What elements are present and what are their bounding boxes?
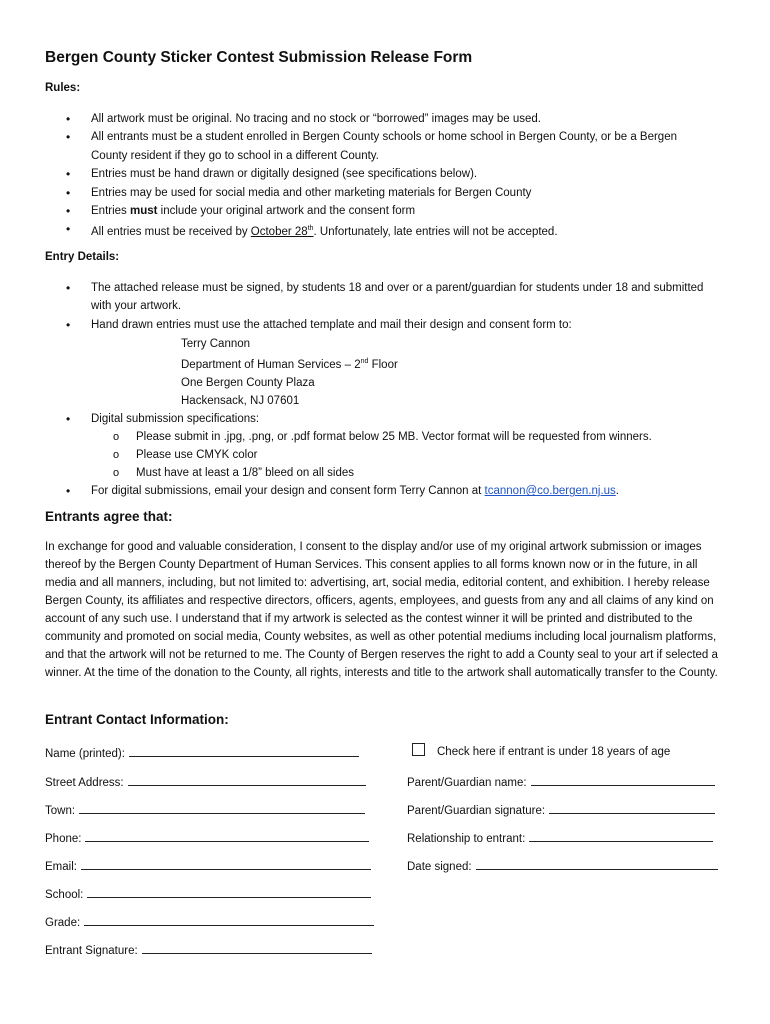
school-field[interactable]: School: [45, 885, 371, 901]
rule-item: • Entries must be hand drawn or digitally designed (see specifications below). [45, 165, 705, 183]
rule-item: • All entries must be received by October 28th. Unfortunately, late entries will not be accepted. [45, 220, 705, 241]
street-field[interactable]: Street Address: [45, 773, 366, 789]
relationship-field[interactable]: Relationship to entrant: [407, 829, 713, 845]
under-18-checkbox[interactable]: Check here if entrant is under 18 years of age [412, 743, 670, 758]
signature-field[interactable]: Entrant Signature: [45, 941, 372, 957]
agree-heading: Entrants agree that: [45, 509, 173, 524]
deadline-date: October 28 [250, 226, 308, 239]
rule-item: • Entries must include your original artwork and the consent form [45, 202, 705, 220]
rule-item: • All artwork must be original. No tracing and no stock or “borrowed” images may be used. [45, 110, 705, 128]
rule-item: • Entries may be used for social media and other marketing materials for Bergen County [45, 184, 705, 202]
guardian-signature-field[interactable]: Parent/Guardian signature: [407, 801, 715, 817]
email-link[interactable]: tcannon@co.bergen.nj.us [484, 485, 616, 498]
town-field[interactable]: Town: [45, 801, 365, 817]
rules-list [45, 110, 705, 242]
date-signed-field[interactable]: Date signed: [407, 857, 718, 873]
spec-item: o Must have at least a 1/8” bleed on all sides [45, 464, 705, 482]
entry-details-list [45, 279, 705, 501]
name-field[interactable]: Name (printed): [45, 744, 359, 760]
mailing-address: Terry Cannon Department of Human Services – 2nd Floor One Bergen County Plaza Hackensack, NJ 07601 [181, 338, 398, 408]
entry-item: • Digital submission specifications: o Please submit in .jpg, .png, or .pdf format below 25 MB. Vector format will be requested from winners. o Please use CMYK color o Must have at least a 1/8” bleed on all sides [45, 410, 705, 482]
rule-item: • All entrants must be a student enrolled in Bergen County schools or home school in Bergen County, or be a Bergen County resident if they go to school in a different County. [45, 128, 705, 165]
grade-field[interactable]: Grade: [45, 913, 374, 929]
consent-paragraph: In exchange for good and valuable consideration, I consent to the display and/or use of my original artwork submission or images thereof by the Bergen County Department of Human Services. This consent applies to all forms known now or in the future, in all media and all manners, including, but not limited to: advertising, art, social media, editorial content, and exhibition. I hereby release Bergen County, its affiliates and respective directors, officers, agents, employees, and guests from any and all claims of any kind on account of any such use. I understand that if my artwork is selected as the contest winner it will be printed and distributed to the community and promoted on social media, County websites, as well as other potential mediums including local journalism platforms, and that the artwork will not be returned to me. The County of Bergen reserves the right to add a County seal to your art if selected a winner. At the time of the donation to the County, all rights, interests and title to the artwork shall automatically transfer to the County. [45, 541, 718, 679]
entry-item: • The attached release must be signed, by students 18 and over or a parent/guardian for students under 18 and submitted with your artwork. [45, 279, 705, 316]
spec-item: o Please submit in .jpg, .png, or .pdf format below 25 MB. Vector format will be requested from winners. [45, 428, 705, 446]
entry-details-heading: Entry Details: [45, 251, 120, 263]
rules-heading: Rules: [45, 82, 81, 94]
digital-specs-list [45, 428, 705, 482]
email-field[interactable]: Email: [45, 857, 371, 873]
guardian-name-field[interactable]: Parent/Guardian name: [407, 773, 715, 789]
checkbox-icon[interactable] [412, 743, 425, 756]
spec-item: o Please use CMYK color [45, 446, 705, 464]
entry-item: • Hand drawn entries must use the attached template and mail their design and consent form to: Terry Cannon Department of Human Services – 2nd Floor One Bergen County Plaza Hackensack, NJ 07601 [45, 316, 705, 410]
phone-field[interactable]: Phone: [45, 829, 369, 845]
entry-item: • For digital submissions, email your design and consent form Terry Cannon at tcannon@co.bergen.nj.us. [45, 482, 705, 500]
form-title: Bergen County Sticker Contest Submission Release Form [45, 49, 473, 66]
contact-heading: Entrant Contact Information: [45, 712, 229, 727]
